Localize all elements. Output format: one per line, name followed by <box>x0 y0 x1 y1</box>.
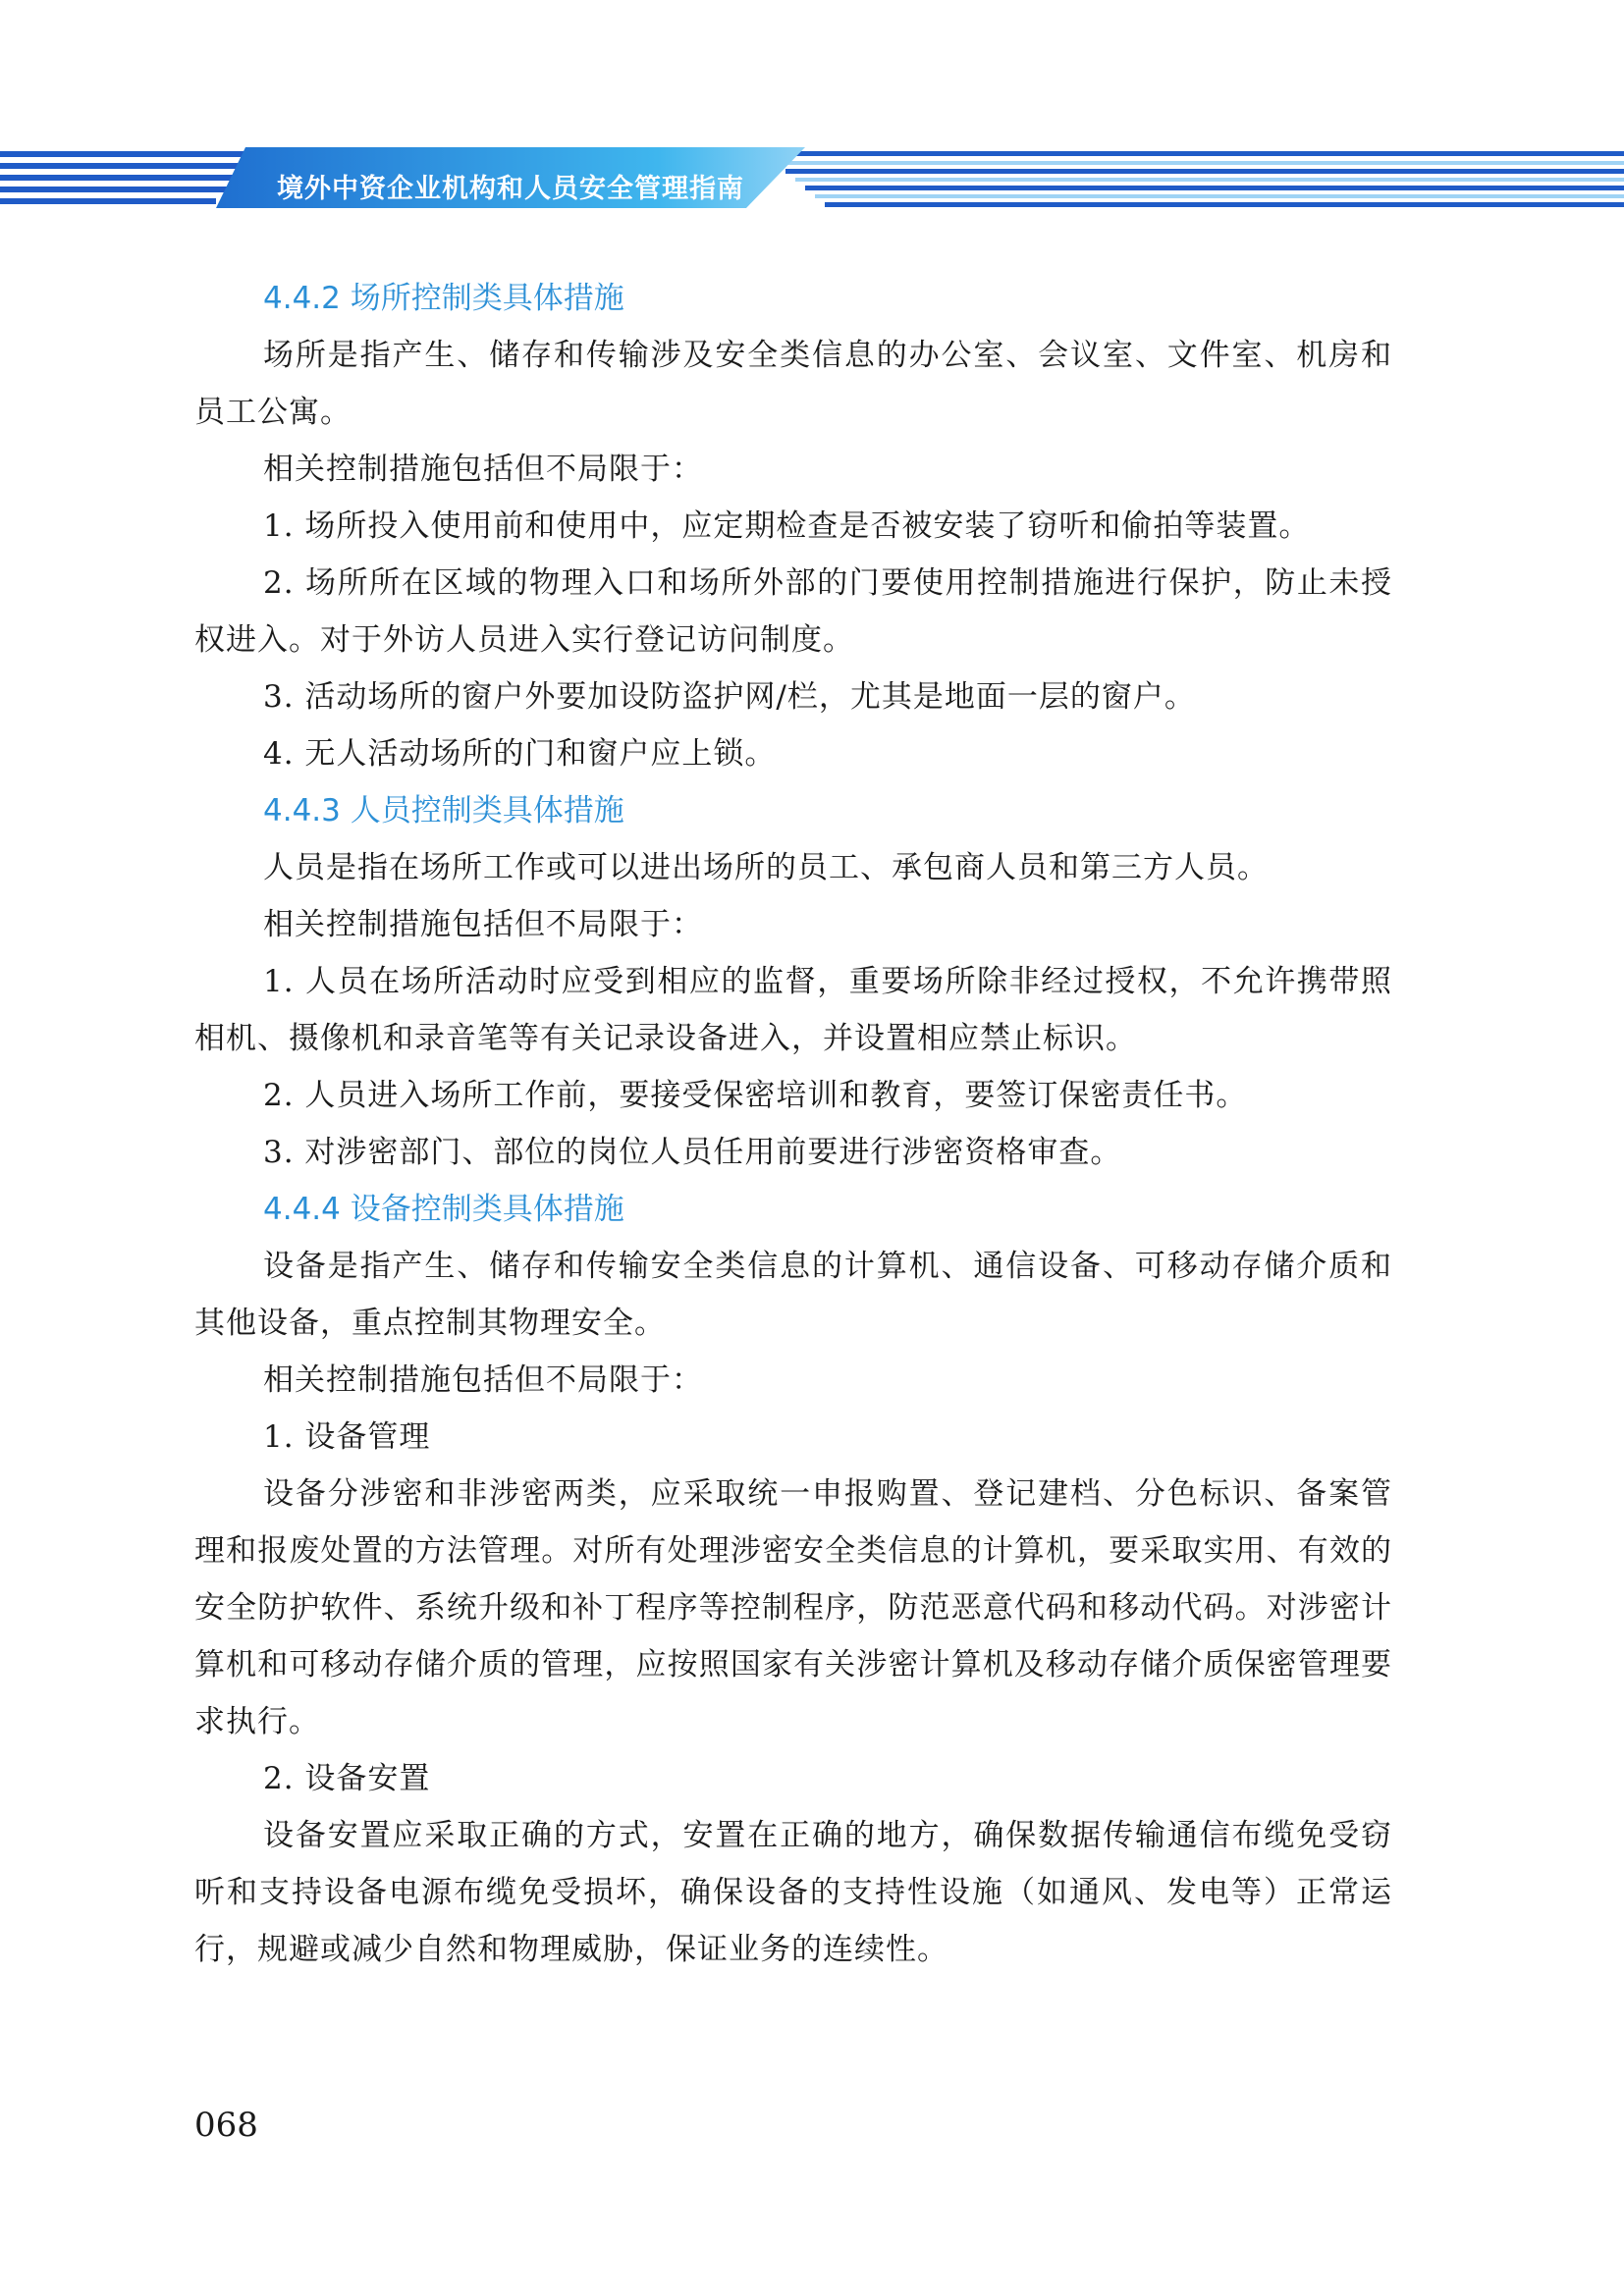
paragraph: 设备安置应采取正确的方式，安置在正确的地方，确保数据传输通信布缆免受窃听和支持设备电源布缆免受损坏，确保设备的支持性设施（如通风、发电等）正常运行，规避或减少自然和物理威胁，保证业务的连续性。 <box>194 1818 1392 1967</box>
header-band <box>0 147 1624 208</box>
list-item: 4. 无人活动场所的门和窗户应上锁。 <box>263 736 777 772</box>
list-item: 2. 人员进入场所工作前，要接受保密培训和教育，要签订保密责任书。 <box>263 1078 1248 1113</box>
paragraph: 人员是指在场所工作或可以进出场所的员工、承包商人员和第三方人员。 <box>263 850 1269 885</box>
list-item: 3. 对涉密部门、部位的岗位人员任用前要进行涉密资格审查。 <box>263 1135 1122 1170</box>
header-band-graphic <box>0 147 1624 208</box>
paragraph: 相关控制措施包括但不局限于： <box>263 1362 703 1398</box>
subheading: 2. 设备安置 <box>263 1761 431 1796</box>
paragraph: 场所是指产生、储存和传输涉及安全类信息的办公室、会议室、文件室、机房和员工公寓。 <box>194 338 1392 430</box>
list-item: 3. 活动场所的窗户外要加设防盗护网/栏，尤其是地面一层的窗户。 <box>263 679 1196 715</box>
section-heading-4-4-3: 4.4.3 人员控制类具体措施 <box>263 793 624 828</box>
page-number: 068 <box>194 2106 258 2145</box>
list-item: 1. 场所投入使用前和使用中，应定期检查是否被安装了窃听和偷拍等装置。 <box>263 508 1311 544</box>
subheading: 1. 设备管理 <box>263 1419 431 1455</box>
paragraph: 设备分涉密和非涉密两类，应采取统一申报购置、登记建档、分色标识、备案管理和报废处置的方法管理。对所有处理涉密安全类信息的计算机，要采取实用、有效的安全防护软件、系统升级和补丁程序等控制程序，防范恶意代码和移动代码。对涉密计算机和可移动存储介质的管理，应按照国家有关涉密计算机及移动存储介质保密管理要求执行。 <box>194 1476 1392 1739</box>
list-item: 2. 场所所在区域的物理入口和场所外部的门要使用控制措施进行保护，防止未授权进入。对于外访人员进入实行登记访问制度。 <box>194 565 1392 658</box>
paragraph: 相关控制措施包括但不局限于： <box>263 452 703 487</box>
section-heading-4-4-4: 4.4.4 设备控制类具体措施 <box>263 1192 624 1227</box>
paragraph: 设备是指产生、储存和传输安全类信息的计算机、通信设备、可移动存储介质和其他设备，重点控制其物理安全。 <box>194 1249 1392 1341</box>
list-item: 1. 人员在场所活动时应受到相应的监督，重要场所除非经过授权，不允许携带照相机、摄像机和录音笔等有关记录设备进入，并设置相应禁止标识。 <box>194 964 1392 1056</box>
running-header-title: 境外中资企业机构和人员安全管理指南 <box>277 174 744 204</box>
paragraph: 相关控制措施包括但不局限于： <box>263 907 703 942</box>
page-content <box>194 270 1392 1978</box>
section-heading-4-4-2: 4.4.2 场所控制类具体措施 <box>263 281 624 316</box>
